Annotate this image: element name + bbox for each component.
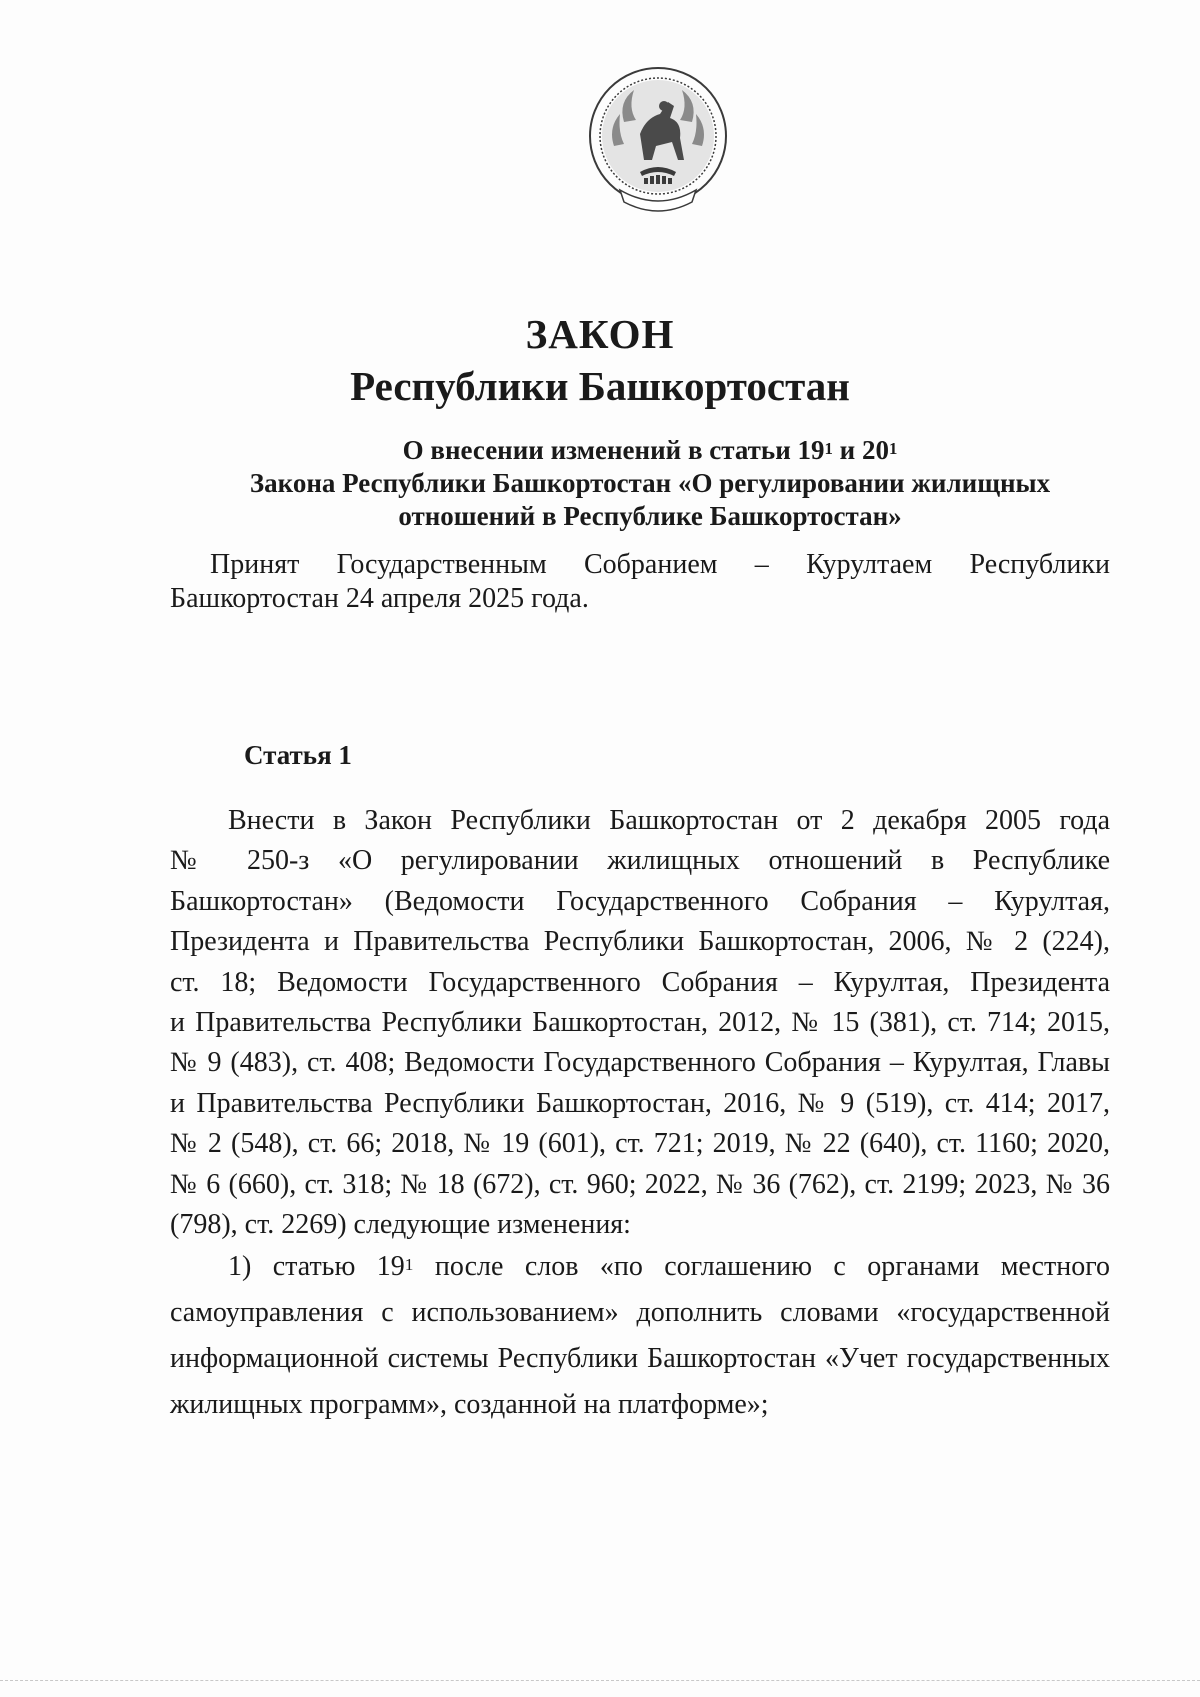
paragraph-line: № 250-з «О регулировании жилищных отношений в Республике: [170, 845, 1110, 877]
law-republic-title: Республики Башкортостан: [350, 363, 850, 409]
article-heading: Статья 1: [244, 740, 352, 770]
paragraph-line: (798), ст. 2269) следующие изменения:: [170, 1209, 631, 1240]
paragraph-line: ст. 18; Ведомости Государственного Собрания – Курултая, Президента: [170, 966, 1110, 998]
paragraph-line: № 6 (660), ст. 318; № 18 (672), ст. 960; 2022, № 36 (762), ст. 2199; 2023, № 36: [170, 1168, 1110, 1200]
law-subtitle-line-2: Закона Республики Башкортостан «О регулировании жилищных: [249, 468, 1051, 498]
paragraph-line: 1) статью $19^1$ после слов «по соглашению с органами местного: [228, 1251, 1110, 1282]
paragraph-line: и Правительства Республики Башкортостан, 2016, № 9 (519), ст. 414; 2017,: [170, 1087, 1110, 1119]
page-bottom-divider: [0, 1680, 1200, 1681]
paragraph-line: информационной системы Республики Башкортостан «Учет государственных: [170, 1343, 1110, 1374]
coat-of-arms-icon: [584, 62, 732, 242]
law-title: ЗАКОН: [525, 311, 675, 357]
paragraph-line: Башкортостан» (Ведомости Государственного Собрания – Курултая,: [170, 885, 1110, 917]
paragraph-line: № 9 (483), ст. 408; Ведомости Государственного Собрания – Курултая, Главы: [170, 1047, 1110, 1079]
paragraph-line: Президента и Правительства Республики Башкортостан, 2006, № 2 (224),: [170, 926, 1110, 958]
adoption-line: Принят Государственным Собранием – Курултаем Республики: [210, 549, 1110, 580]
paragraph-line: Внести в Закон Республики Башкортостан от 2 декабря 2005 года: [228, 805, 1110, 836]
paragraph-line: и Правительства Республики Башкортостан, 2012, № 15 (381), ст. 714; 2015,: [170, 1007, 1110, 1038]
paragraph-line: жилищных программ», созданной на платформе»;: [170, 1389, 769, 1420]
law-subtitle-line-1: О внесении изменений в статьи $19^1$ и $20^1$: [402, 435, 898, 465]
paragraph-line: самоуправления с использованием» дополнить словами «государственной: [170, 1297, 1110, 1328]
adoption-line: Башкортостан 24 апреля 2025 года.: [170, 583, 589, 614]
paragraph-line: № 2 (548), ст. 66; 2018, № 19 (601), ст. 721; 2019, № 22 (640), ст. 1160; 2020,: [170, 1128, 1110, 1160]
law-subtitle-line-3: отношений в Республике Башкортостан»: [398, 501, 902, 531]
